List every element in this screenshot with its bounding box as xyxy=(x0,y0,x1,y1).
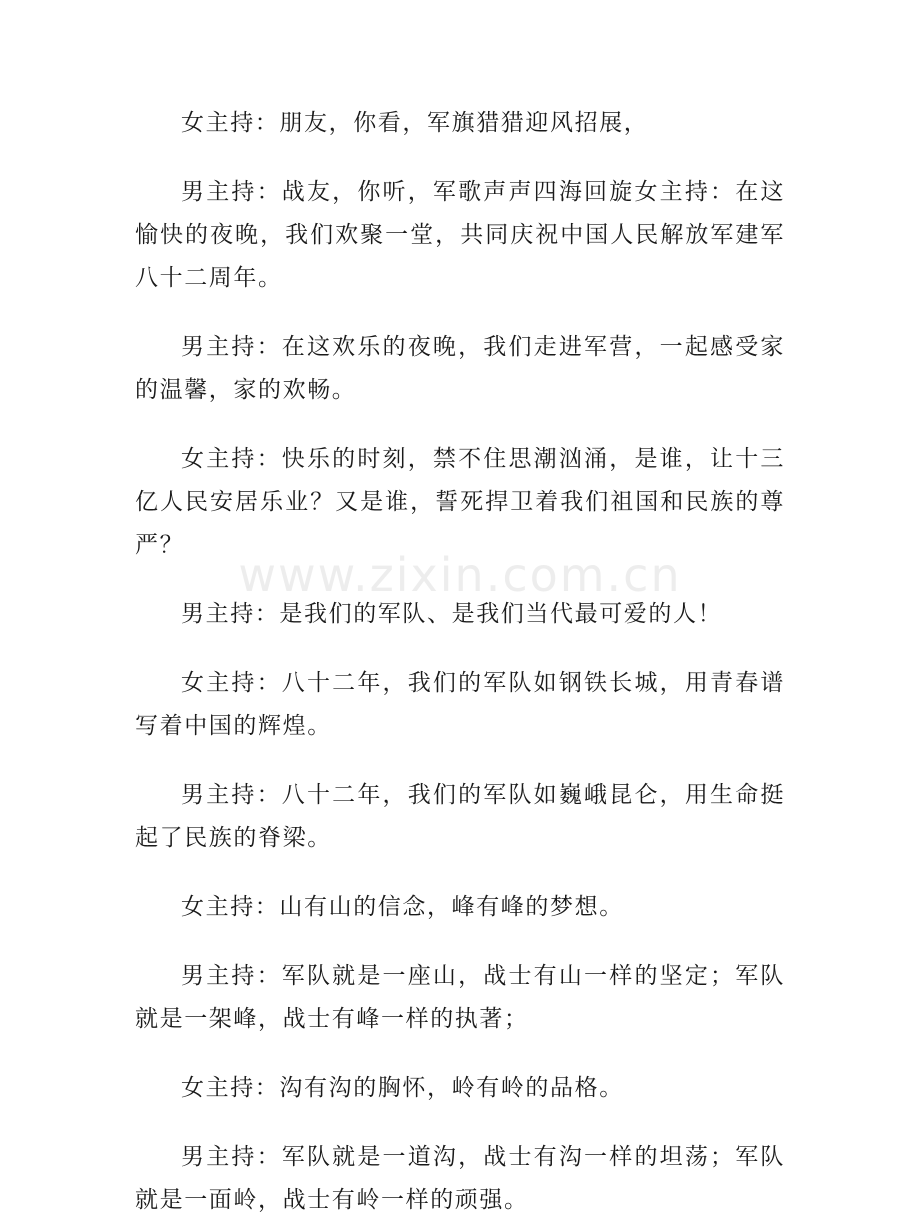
paragraph-6: 女主持：八十二年，我们的军队如钢铁长城，用青春谱写着中国的辉煌。 xyxy=(135,670,785,739)
paragraph-5: 男主持：是我们的军队、是我们当代最可爱的人！ xyxy=(181,601,723,627)
paragraph-1: 女主持：朋友，你看，军旗猎猎迎风招展， xyxy=(181,110,649,136)
paragraph-9: 男主持：军队就是一座山，战士有山一样的坚定；军队就是一架峰，战士有峰一样的执著； xyxy=(135,963,785,1032)
watermark: www.zixin.com.cn xyxy=(238,548,682,602)
paragraph-2: 男主持：战友，你听，军歌声声四海回旋女主持：在这愉快的夜晚，我们欢聚一堂，共同庆祝中国人民解放军建军八十二周年。 xyxy=(135,179,785,291)
paragraph-7: 男主持：八十二年，我们的军队如巍峨昆仑，用生命挺起了民族的脊梁。 xyxy=(135,782,785,851)
paragraph-11: 男主持：军队就是一道沟，战士有沟一样的坦荡；军队就是一面岭，战士有岭一样的顽强。 xyxy=(135,1144,785,1213)
paragraph-8: 女主持：山有山的信念，峰有峰的梦想。 xyxy=(181,894,624,920)
paragraph-4: 女主持：快乐的时刻，禁不住思潮汹涌，是谁，让十三亿人民安居乐业？又是谁，誓死捍卫着我们祖国和民族的尊严？ xyxy=(135,446,785,558)
paragraph-3: 男主持：在这欢乐的夜晚，我们走进军营，一起感受家的温馨，家的欢畅。 xyxy=(135,334,785,403)
paragraph-10: 女主持：沟有沟的胸怀，岭有岭的品格。 xyxy=(181,1075,624,1101)
